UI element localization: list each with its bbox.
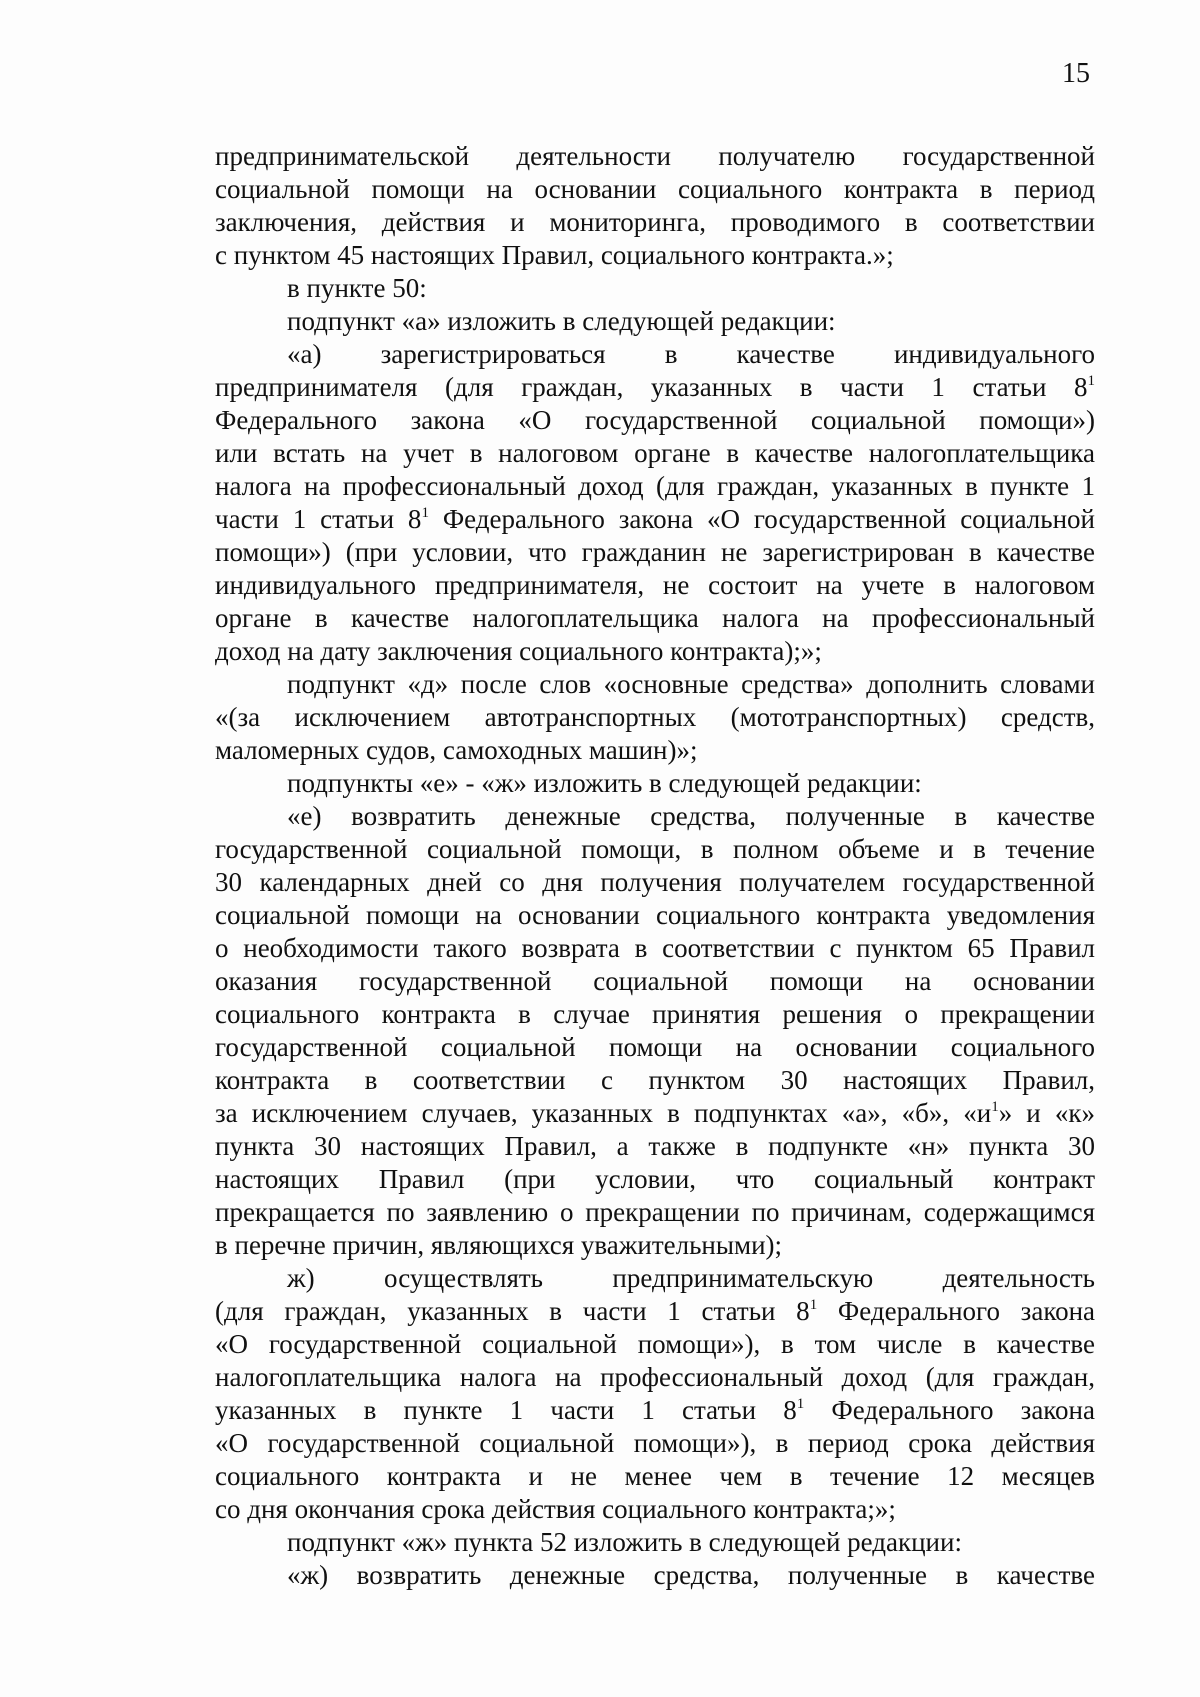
- text-line: «О государственной социальной помощи»), в том числе в качестве: [215, 1329, 1095, 1359]
- text-line: в пункте 50:: [287, 273, 427, 303]
- document-body: [215, 140, 1095, 1592]
- text-line: маломерных судов, самоходных машин)»;: [215, 735, 698, 765]
- text-line: с пунктом 45 настоящих Правил, социального контракта.»;: [215, 240, 894, 270]
- text-line: предпринимательской деятельности получателю государственной: [215, 141, 1095, 171]
- text-line: социального контракта и не менее чем в течение 12 месяцев: [215, 1461, 1095, 1491]
- text-line: подпункты «е» - «ж» изложить в следующей редакции:: [287, 768, 922, 798]
- text-line: «О государственной социальной помощи»), в период срока действия: [215, 1428, 1095, 1458]
- text-line: заключения, действия и мониторинга, проводимого в соответствии: [215, 207, 1095, 237]
- text-line: предпринимателя (для граждан, указанных в части 1 статьи $8^1$: [215, 372, 1095, 402]
- text-line: ж) осуществлять предпринимательскую деятельность: [287, 1263, 1095, 1293]
- text-line: «(за исключением автотранспортных (мототранспортных) средств,: [215, 702, 1095, 732]
- text-line: со дня окончания срока действия социального контракта;»;: [215, 1494, 896, 1524]
- text-line: подпункт «а» изложить в следующей редакции:: [287, 306, 836, 336]
- text-line: помощи») (при условии, что гражданин не зарегистрирован в качестве: [215, 537, 1095, 567]
- text-line: «ж) возвратить денежные средства, полученные в качестве: [287, 1560, 1095, 1590]
- text-line: или встать на учет в налоговом органе в качестве налогоплательщика: [215, 438, 1095, 468]
- text-line: в перечне причин, являющихся уважительными);: [215, 1230, 783, 1260]
- page-number: 15: [1062, 58, 1090, 89]
- text-line: социального контракта в случае принятия решения о прекращении: [215, 999, 1095, 1029]
- text-line: подпункт «ж» пункта 52 изложить в следующей редакции:: [287, 1527, 962, 1557]
- text-line: Федерального закона «О государственной социальной помощи»): [215, 405, 1095, 435]
- text-line: налогоплательщика налога на профессиональный доход (для граждан,: [215, 1362, 1095, 1392]
- text-line: пункта 30 настоящих Правил, а также в подпункте «н» пункта 30: [215, 1131, 1095, 1161]
- text-line: «е) возвратить денежные средства, полученные в качестве: [287, 801, 1095, 831]
- text-line: индивидуального предпринимателя, не состоит на учете в налоговом: [215, 570, 1095, 600]
- text-line: доход на дату заключения социального контракта);»;: [215, 636, 822, 666]
- text-line: государственной социальной помощи на основании социального: [215, 1032, 1095, 1062]
- text-line: за исключением случаев, указанных в подпунктах «а», «б», «$и^1$» и «к»: [215, 1098, 1095, 1128]
- text-line: подпункт «д» после слов «основные средства» дополнить словами: [287, 669, 1095, 699]
- text-line: настоящих Правил (при условии, что социальный контракт: [215, 1164, 1095, 1194]
- text-line: прекращается по заявлению о прекращении по причинам, содержащимся: [215, 1197, 1095, 1227]
- text-line: (для граждан, указанных в части 1 статьи $8^1$ Федерального закона: [215, 1296, 1095, 1326]
- text-line: контракта в соответствии с пунктом 30 настоящих Правил,: [215, 1065, 1095, 1095]
- text-line: налога на профессиональный доход (для граждан, указанных в пункте 1: [215, 471, 1095, 501]
- text-line: социальной помощи на основании социального контракта в период: [215, 174, 1095, 204]
- text-line: государственной социальной помощи, в полном объеме и в течение: [215, 834, 1095, 864]
- text-line: оказания государственной социальной помощи на основании: [215, 966, 1095, 996]
- text-line: указанных в пункте 1 части 1 статьи $8^1$ Федерального закона: [215, 1395, 1095, 1425]
- text-line: социальной помощи на основании социального контракта уведомления: [215, 900, 1095, 930]
- text-line: органе в качестве налогоплательщика налога на профессиональный: [215, 603, 1095, 633]
- text-line: части 1 статьи $8^1$ Федерального закона «О государственной социальной: [215, 504, 1095, 534]
- text-line: о необходимости такого возврата в соответствии с пунктом 65 Правил: [215, 933, 1095, 963]
- text-line: «а) зарегистрироваться в качестве индивидуального: [287, 339, 1095, 369]
- text-line: 30 календарных дней со дня получения получателем государственной: [215, 867, 1095, 897]
